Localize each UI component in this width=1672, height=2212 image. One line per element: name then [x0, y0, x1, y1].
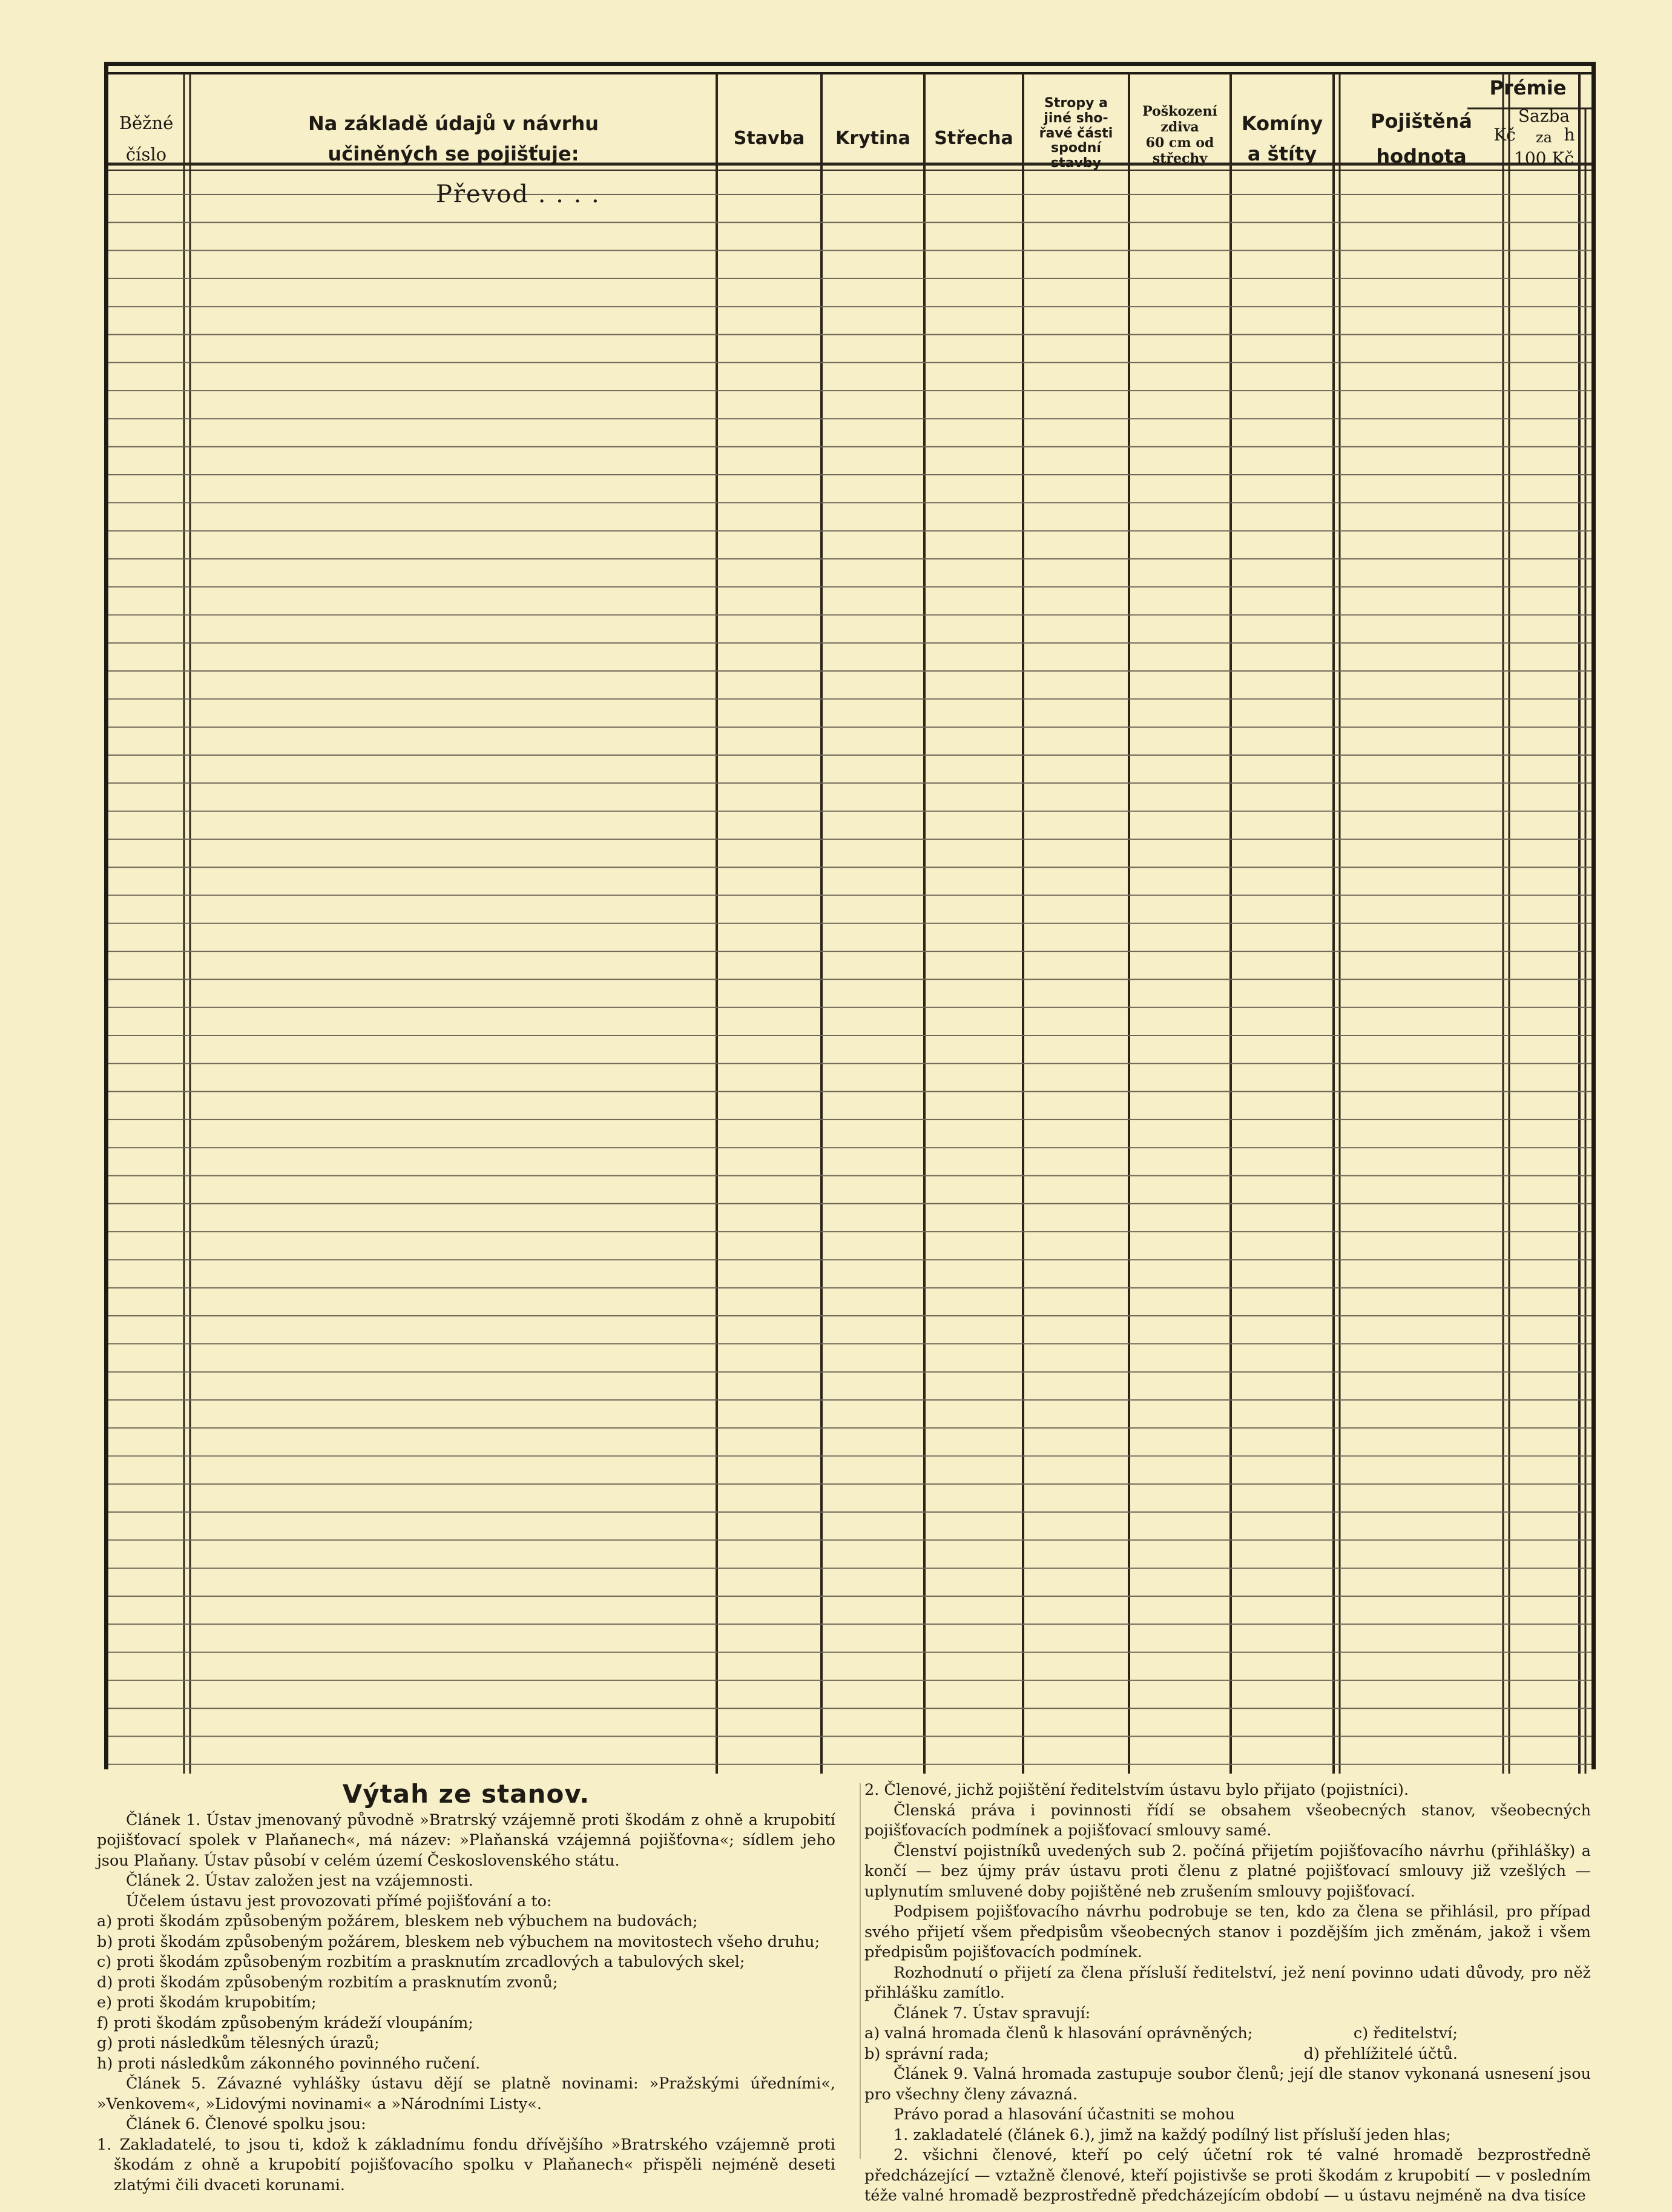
right-paragraph: Právo porad a hlasování účastniti se mohou: [894, 2105, 1236, 2124]
header-premie: [1464, 73, 1592, 103]
right-pair-item: a) valná hromada členů k hlasování oprávněných;: [864, 2024, 1253, 2042]
header-pojistena-line2: hodnota: [1376, 145, 1467, 168]
header-strecha: [924, 90, 1023, 187]
left-paragraph: d) proti škodám způsobeným rozbitím a prasknutím zvonů;: [97, 1973, 558, 1992]
header-pojistena-line1: Pojištěná: [1371, 110, 1472, 133]
right-paragraph: Článek 9. Valná hromada zastupuje soubor členů; její dle stanov vykonaná usnesení jsou pro všechny členy závazná.: [864, 2065, 1596, 2104]
extract-title: Výtah ze stanov.: [342, 1779, 590, 1809]
left-paragraph: e) proti škodám krupobitím;: [97, 1993, 317, 2012]
header-zaklad: [190, 90, 717, 187]
header-kominy-line2: a štíty: [1247, 142, 1317, 165]
header-bezne-line2: číslo: [125, 144, 167, 165]
header-poskozeni-line1: Poškození: [1142, 104, 1217, 120]
left-paragraph: g) proti následkům tělesných úrazů;: [97, 2034, 380, 2052]
header-kominy: [1231, 90, 1334, 187]
header-krytina-text: Krytina: [835, 128, 910, 150]
left-paragraph: 1. Zakladatelé, to jsou ti, kdož k základnímu fondu dřívějšího »Bratrského vzájemně proti škodám z ohně a krupobití pojišťovacího spolku v Plaňanech« přispěli nejméně deseti zlatými čili dvaceti korunami.: [97, 2135, 841, 2194]
statutes-extract: [97, 1780, 1598, 2204]
right-paragraph: 2. Členové, jichž pojištění ředitelstvím ústavu bylo přijato (pojistníci).: [864, 1781, 1409, 1799]
right-paragraph: Podpisem pojišťovacího návrhu podrobuje se ten, kdo za člena se přihlásil, pro případ svého přijetí všem předpisům všeobecných stanov i pozdějším jich změnám, jakož i všem předpisům pojišťovacích podmínek.: [864, 1903, 1596, 1961]
left-paragraph: Článek 6. Členové spolku jsou:: [126, 2115, 366, 2133]
left-paragraph: Účelem ústavu jest provozovati přímé pojišťování a to:: [126, 1892, 552, 1910]
header-premie-kc-text: Kč: [1493, 125, 1516, 145]
header-stropy: [1023, 73, 1129, 194]
header-stavba: [717, 90, 821, 187]
left-paragraph: c) proti škodám způsobeným rozbitím a prasknutím zrcadlových a tabulových skel;: [97, 1953, 745, 1971]
header-premie-text: Prémie: [1489, 76, 1567, 99]
right-paragraph: Rozhodnutí o přijetí za člena přísluší ředitelství, jež není povinno udati důvody, pro něž přihlášku zamítlo.: [864, 1963, 1596, 2002]
extract-right-column: [864, 1780, 1596, 2207]
header-stavba-text: Stavba: [733, 128, 805, 150]
header-strecha-text: Střecha: [934, 128, 1013, 150]
header-premie-h: [1547, 118, 1592, 151]
header-kominy-line1: Komíny: [1241, 112, 1323, 135]
header-bezne-cislo: [108, 90, 184, 187]
extract-right-paragraphs: [864, 1780, 1596, 2207]
right-paragraph: 2. všichni členové, kteří po celý účetní rok té valné hromadě bezprostředně předcházející — vztažně členové, kteří pojistivše se proti škodám z krupobití — v posledním téže valné hromadě bezprostředně předcházejícím období — u ústavu nejméně na dva tisíce: [864, 2146, 1596, 2205]
header-zaklad-line1: Na základě údajů v návrhu: [308, 112, 599, 135]
right-pair-item: d) přehlížitelé účtů.: [1303, 2044, 1458, 2063]
header-poskozeni: [1129, 78, 1231, 193]
left-paragraph: f) proti škodám způsobeným krádeží vloupáním;: [97, 2013, 473, 2032]
form-frame: [104, 62, 1596, 1769]
right-pair-item: b) správní rada;: [864, 2044, 989, 2063]
right-paragraph: Členská práva i povinnosti řídí se obsahem všeobecných stanov, všeobecných pojišťovacích podmínek a pojišťovací smlouvy samé.: [864, 1801, 1596, 1840]
left-paragraph: b) proti škodám způsobeným požárem, bleskem neb výbuchem na movitostech všeho druhu;: [97, 1932, 820, 1951]
header-premie-kc: [1464, 118, 1545, 151]
header-sazba-line2: za: [1536, 128, 1552, 146]
header-bezne-line1: Běžné: [119, 112, 174, 133]
header-poskozeni-line4: střechy: [1152, 150, 1208, 167]
header-poskozeni-line2: zdiva: [1160, 119, 1199, 136]
extract-left-paragraphs: [97, 1811, 841, 2196]
header-poskozeni-line3: 60 cm od: [1145, 135, 1214, 151]
header-premie-h-text: h: [1564, 125, 1575, 145]
right-pair-item: c) ředitelství;: [1353, 2024, 1458, 2042]
ledger-grid: [108, 66, 1591, 1774]
header-stropy-line3: řavé části: [1039, 125, 1113, 141]
header-zaklad-line2: učiněných se pojišťuje:: [327, 142, 579, 165]
right-paragraph: 1. zakladatelé (článek 6.), jimž na každý podílný list přísluší jeden hlas;: [894, 2125, 1451, 2144]
header-krytina: [821, 90, 924, 187]
header-sazba-line3: 100 Kč: [1514, 148, 1574, 169]
left-paragraph: a) proti škodám způsobeným požárem, bleskem neb výbuchem na budovách;: [97, 1912, 698, 1930]
left-paragraph: Článek 5. Závazné vyhlášky ústavu dějí se platně novinami: »Pražskými úředními«, »Venkovem«, »Lidovými novinami« a »Národními Listy«.: [97, 2075, 841, 2113]
left-paragraph: h) proti následkům zákonného povinného ručení.: [97, 2054, 481, 2073]
left-paragraph: Článek 1. Ústav jmenovaný původně »Bratrský vzájemně proti škodám z ohně a krupobití pojišťovací spolek v Plaňanech«, má název: »Plaňanská vzájemná pojišťovna«; sídlem jeho jsou Plaňany. Ústav působí v celém území Československého státu.: [97, 1811, 841, 1870]
extract-left-column: [97, 1779, 841, 2196]
header-stropy-line2: jiné sho-: [1044, 111, 1108, 127]
header-stropy-line4: spodní: [1051, 140, 1101, 156]
right-paragraph: Členství pojistníků uvedených sub 2. počíná přijetím pojišťovacího návrhu (přihlášky) a končí — bez újmy práv ústavu proti členu z platné pojišťovací smlouvy již vzešlých — uplynutím smluvené doby pojištěné neb zrušením smlouvy pojišťovací.: [864, 1841, 1596, 1901]
right-pair-row: [864, 2044, 1591, 2065]
header-sazba-line1: Sazba: [1518, 106, 1570, 126]
transfer-row-label: Převod . . . .: [436, 180, 601, 208]
right-pair-row: [864, 2024, 1591, 2044]
header-stropy-line5: stavby: [1051, 155, 1101, 171]
header-stropy-line1: Stropy a: [1044, 96, 1108, 111]
right-paragraph: Článek 7. Ústav spravují:: [894, 2004, 1091, 2022]
left-paragraph: Článek 2. Ústav založen jest na vzájemnosti.: [126, 1872, 473, 1890]
